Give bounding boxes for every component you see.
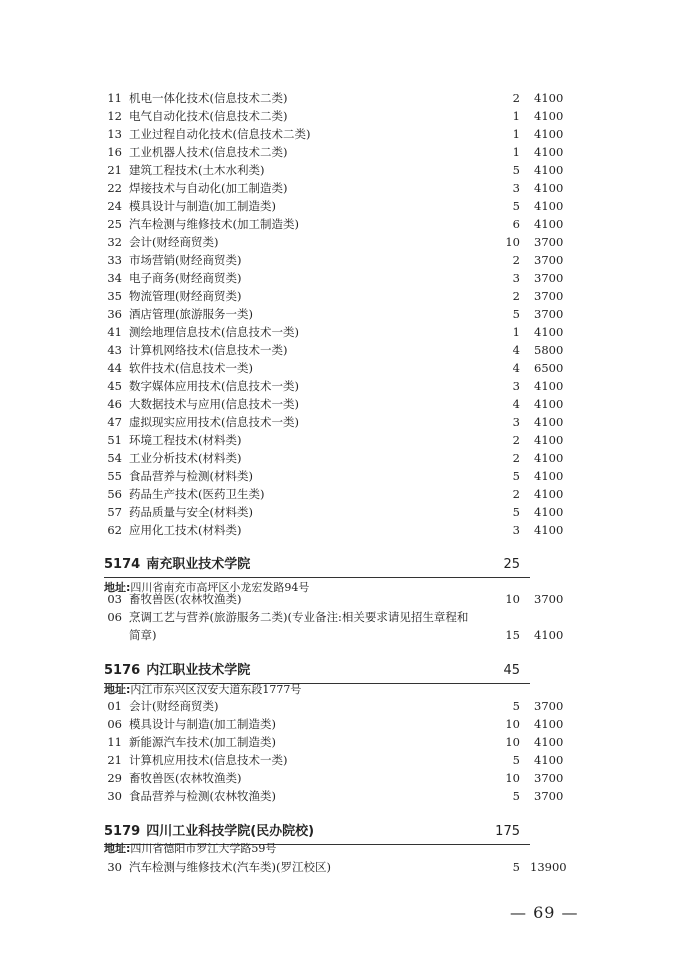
program-fee: 3700 (534, 253, 564, 267)
program-fee: 4100 (534, 469, 564, 483)
program-name: 会计(财经商贸类) (129, 699, 219, 713)
program-code: 35 (107, 289, 122, 303)
program-fee: 3700 (534, 235, 564, 249)
program-quota: 2 (512, 253, 520, 267)
program-name: 汽车检测与维修技术(加工制造类) (129, 217, 299, 231)
program-name: 模具设计与制造(加工制造类) (129, 199, 276, 213)
program-quota: 1 (512, 145, 520, 159)
school-total: 25 (503, 557, 520, 572)
program-name: 测绘地理信息技术(信息技术一类) (129, 325, 299, 339)
program-name: 软件技术(信息技术一类) (129, 361, 253, 375)
school-name: 四川工业科技学院(民办院校) (146, 824, 315, 839)
school-id: 5176 (104, 663, 141, 678)
program-name: 计算机应用技术(信息技术一类) (129, 753, 288, 767)
program-fee: 5800 (534, 343, 564, 357)
program-quota: 2 (512, 289, 520, 303)
program-fee: 3700 (534, 592, 564, 606)
program-quota: 3 (512, 181, 520, 195)
program-fee: 3700 (534, 289, 564, 303)
program-fee: 3700 (534, 307, 564, 321)
program-code: 57 (107, 505, 122, 519)
program-code: 22 (107, 181, 122, 195)
school-id: 5174 (104, 557, 141, 572)
program-quota: 1 (512, 325, 520, 339)
program-code: 03 (107, 592, 122, 606)
program-name: 焊接技术与自动化(加工制造类) (129, 181, 288, 195)
program-quota: 5 (512, 469, 520, 483)
program-fee: 4100 (534, 325, 564, 339)
program-code: 21 (107, 753, 122, 767)
program-name-continued: 简章) (129, 628, 157, 642)
program-code: 12 (107, 109, 122, 123)
program-name: 畜牧兽医(农林牧渔类) (129, 592, 242, 606)
program-name: 大数据技术与应用(信息技术一类) (129, 397, 299, 411)
program-quota: 10 (505, 735, 520, 749)
program-fee: 4100 (534, 628, 564, 642)
program-fee: 4100 (534, 717, 564, 731)
program-quota: 5 (512, 860, 520, 874)
program-fee: 4100 (534, 217, 564, 231)
program-fee: 4100 (534, 735, 564, 749)
program-quota: 10 (505, 235, 520, 249)
program-quota: 5 (512, 753, 520, 767)
program-fee: 4100 (534, 523, 564, 537)
program-quota: 3 (512, 523, 520, 537)
program-name: 畜牧兽医(农林牧渔类) (129, 771, 242, 785)
address-label: 地址: (104, 842, 131, 855)
program-name: 会计(财经商贸类) (129, 235, 219, 249)
program-quota: 6 (512, 217, 520, 231)
program-fee: 6500 (534, 361, 564, 375)
program-fee: 4100 (534, 487, 564, 501)
program-name: 机电一体化技术(信息技术二类) (129, 91, 288, 105)
address-text: 内江市东兴区汉安大道东段1777号 (130, 683, 302, 696)
program-name: 酒店管理(旅游服务一类) (129, 307, 253, 321)
school-total: 175 (495, 824, 520, 839)
program-fee: 3700 (534, 789, 564, 803)
program-fee: 4100 (534, 433, 564, 447)
program-code: 45 (107, 379, 122, 393)
program-quota: 3 (512, 415, 520, 429)
program-fee: 4100 (534, 127, 564, 141)
program-fee: 4100 (534, 397, 564, 411)
address-label: 地址: (104, 581, 131, 594)
program-name: 虚拟现实应用技术(信息技术一类) (129, 415, 299, 429)
program-quota: 5 (512, 789, 520, 803)
program-code: 44 (107, 361, 122, 375)
program-code: 13 (107, 127, 122, 141)
program-name: 食品营养与检测(材料类) (129, 469, 253, 483)
program-name: 建筑工程技术(土木水利类) (129, 163, 265, 177)
program-code: 21 (107, 163, 122, 177)
program-code: 55 (107, 469, 122, 483)
program-code: 47 (107, 415, 122, 429)
address-text: 四川省德阳市罗江大学路59号 (130, 842, 277, 855)
program-quota: 2 (512, 433, 520, 447)
program-code: 30 (107, 860, 122, 874)
program-fee: 4100 (534, 199, 564, 213)
program-quota: 2 (512, 487, 520, 501)
program-name: 汽车检测与维修技术(汽车类)(罗江校区) (129, 860, 331, 874)
program-name: 环境工程技术(材料类) (129, 433, 242, 447)
program-name: 电子商务(财经商贸类) (129, 271, 242, 285)
program-fee: 4100 (534, 753, 564, 767)
program-code: 06 (107, 610, 122, 624)
program-fee: 4100 (534, 163, 564, 177)
program-quota: 4 (512, 397, 520, 411)
program-fee: 3700 (534, 771, 564, 785)
school-header (104, 554, 544, 576)
program-name: 药品生产技术(医药卫生类) (129, 487, 265, 501)
program-quota: 15 (505, 628, 520, 642)
program-quota: 3 (512, 271, 520, 285)
program-fee: 4100 (534, 91, 564, 105)
program-code: 41 (107, 325, 122, 339)
program-name: 模具设计与制造(加工制造类) (129, 717, 276, 731)
program-fee: 4100 (534, 109, 564, 123)
program-code: 34 (107, 271, 122, 285)
program-code: 33 (107, 253, 122, 267)
address-label: 地址: (104, 683, 131, 696)
school-name: 内江职业技术学院 (146, 663, 251, 678)
program-code: 29 (107, 771, 122, 785)
program-code: 06 (107, 717, 122, 731)
program-quota: 3 (512, 379, 520, 393)
program-code: 11 (107, 735, 122, 749)
program-quota: 5 (512, 163, 520, 177)
program-quota: 5 (512, 505, 520, 519)
program-name: 食品营养与检测(农林牧渔类) (129, 789, 276, 803)
program-code: 62 (107, 523, 122, 537)
program-name: 市场营销(财经商贸类) (129, 253, 242, 267)
program-code: 30 (107, 789, 122, 803)
program-code: 16 (107, 145, 122, 159)
program-quota: 2 (512, 451, 520, 465)
address-text: 四川省南充市高坪区小龙宏发路94号 (130, 581, 310, 594)
program-name: 工业机器人技术(信息技术二类) (129, 145, 288, 159)
program-code: 11 (107, 91, 122, 105)
program-name: 物流管理(财经商贸类) (129, 289, 242, 303)
program-quota: 4 (512, 343, 520, 357)
program-quota: 10 (505, 717, 520, 731)
program-fee: 3700 (534, 271, 564, 285)
program-code: 46 (107, 397, 122, 411)
program-quota: 1 (512, 127, 520, 141)
program-name: 新能源汽车技术(加工制造类) (129, 735, 276, 749)
program-quota: 10 (505, 771, 520, 785)
program-code: 51 (107, 433, 122, 447)
program-name: 工业过程自动化技术(信息技术二类) (129, 127, 311, 141)
program-code: 25 (107, 217, 122, 231)
school-id: 5179 (104, 824, 141, 839)
program-quota: 5 (512, 199, 520, 213)
program-code: 54 (107, 451, 122, 465)
program-code: 36 (107, 307, 122, 321)
program-name: 电气自动化技术(信息技术二类) (129, 109, 288, 123)
divider (104, 577, 530, 578)
page-number: — 69 — (510, 903, 579, 922)
program-code: 01 (107, 699, 122, 713)
program-name: 药品质量与安全(材料类) (129, 505, 253, 519)
program-fee: 4100 (534, 451, 564, 465)
program-quota: 10 (505, 592, 520, 606)
program-name: 数字媒体应用技术(信息技术一类) (129, 379, 299, 393)
program-fee: 4100 (534, 505, 564, 519)
program-fee: 13900 (530, 860, 567, 874)
program-quota: 5 (512, 307, 520, 321)
school-header (104, 660, 544, 682)
program-quota: 2 (512, 91, 520, 105)
school-name: 南充职业技术学院 (146, 557, 251, 572)
program-name: 计算机网络技术(信息技术一类) (129, 343, 288, 357)
program-quota: 4 (512, 361, 520, 375)
program-fee: 4100 (534, 415, 564, 429)
program-code: 56 (107, 487, 122, 501)
school-total: 45 (503, 663, 520, 678)
program-fee: 4100 (534, 181, 564, 195)
program-code: 24 (107, 199, 122, 213)
program-name: 工业分析技术(材料类) (129, 451, 242, 465)
program-code: 32 (107, 235, 122, 249)
school-address (104, 840, 276, 858)
program-name: 应用化工技术(材料类) (129, 523, 242, 537)
program-quota: 1 (512, 109, 520, 123)
program-quota: 5 (512, 699, 520, 713)
program-name: 烹调工艺与营养(旅游服务二类)(专业备注:相关要求请见招生章程和 (129, 610, 469, 624)
program-fee: 4100 (534, 145, 564, 159)
program-fee: 3700 (534, 699, 564, 713)
program-fee: 4100 (534, 379, 564, 393)
program-code: 43 (107, 343, 122, 357)
